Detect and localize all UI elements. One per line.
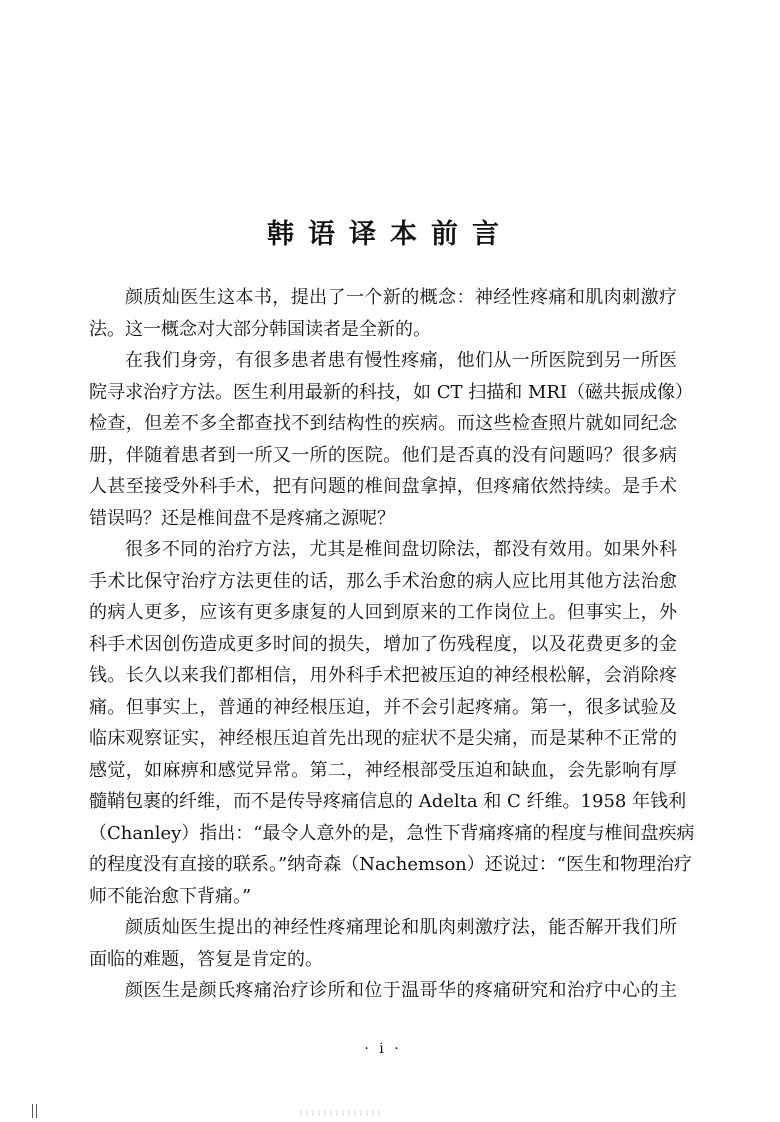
paragraph: [89, 534, 695, 912]
text-line: 面临的难题，答复是肯定的。: [89, 948, 323, 970]
text-line: 颜质灿医生这本书，提出了一个新的概念：神经性疼痛和肌肉刺激疗: [125, 287, 677, 308]
page-number: · i ·: [364, 1041, 402, 1057]
text-line: 颜医生是颜氏疼痛治疗诊所和位于温哥华的疼痛研究和治疗中心的主: [125, 980, 677, 1001]
text-line: 人甚至接受外科手术，把有问题的椎间盘拿掉，但疼痛依然持续。是手术: [89, 476, 677, 497]
text-line: 的病人更多，应该有更多康复的人回到原来的工作岗位上。但事实上，外: [89, 602, 677, 623]
text-line: 的程度没有直接的联系。”纳奇森（Nachemson）还说过：“医生和物理治疗: [89, 854, 692, 875]
text-line: 感觉，如麻痹和感觉异常。第二，神经根部受压迫和缺血，会先影响有厚: [89, 759, 677, 781]
scan-noise: [300, 1110, 380, 1116]
text-line: 错误吗？还是椎间盘不是疼痛之源呢？: [89, 507, 395, 529]
text-line: 在我们身旁，有很多患者患有慢性疼痛，他们从一所医院到另一所医: [125, 350, 677, 371]
text-line: 检查，但差不多全都查找不到结构性的疾病。而这些检查照片就如同纪念: [89, 413, 677, 434]
scan-edge-mark: [32, 1104, 37, 1118]
text-line: 痛。但事实上，普通的神经根压迫，并不会引起疼痛。第一，很多试验及: [89, 696, 677, 718]
paragraph: [89, 975, 677, 1007]
paragraph: [89, 345, 694, 534]
text-line: 很多不同的治疗方法，尤其是椎间盘切除法，都没有效用。如果外科: [125, 539, 677, 560]
text-line: 髓鞘包裹的纤维，而不是传导疼痛信息的 Adelta 和 C 纤维。1958 年钱利: [89, 791, 687, 812]
text-line: 法。这一概念对大部分韩国读者是全新的。: [89, 318, 431, 340]
page-title: 韩语译本前言: [267, 219, 513, 250]
text-line: 临床观察证实，神经根压迫首先出现的症状不是尖痛，而是某种不正常的: [89, 728, 677, 749]
paragraph: [89, 912, 677, 975]
text-line: 颜质灿医生提出的神经性疼痛理论和肌肉刺激疗法，能否解开我们所: [125, 917, 677, 938]
text-line: 钱。长久以来我们都相信，用外科手术把被压迫的神经根松解，会消除疼: [89, 665, 677, 686]
text-line: （Chanley）指出：“最令人意外的是，急性下背痛疼痛的程度与椎间盘疾病: [89, 822, 695, 844]
text-line: 科手术因创伤造成更多时间的损失，增加了伤残程度，以及花费更多的金: [89, 633, 677, 655]
text-line: 师不能治愈下背痛。”: [89, 885, 252, 907]
text-line: 手术比保守治疗方法更佳的话，那么手术治愈的病人应比用其他方法治愈: [89, 570, 677, 592]
text-line: 院寻求治疗方法。医生利用最新的科技，如 CT 扫描和 MRI（磁共振成像）: [89, 381, 694, 403]
paragraph: [89, 282, 677, 345]
text-line: 册，伴随着患者到一所又一所的医院。他们是否真的没有问题吗？很多病: [89, 444, 677, 466]
preface-body: [89, 282, 695, 1007]
